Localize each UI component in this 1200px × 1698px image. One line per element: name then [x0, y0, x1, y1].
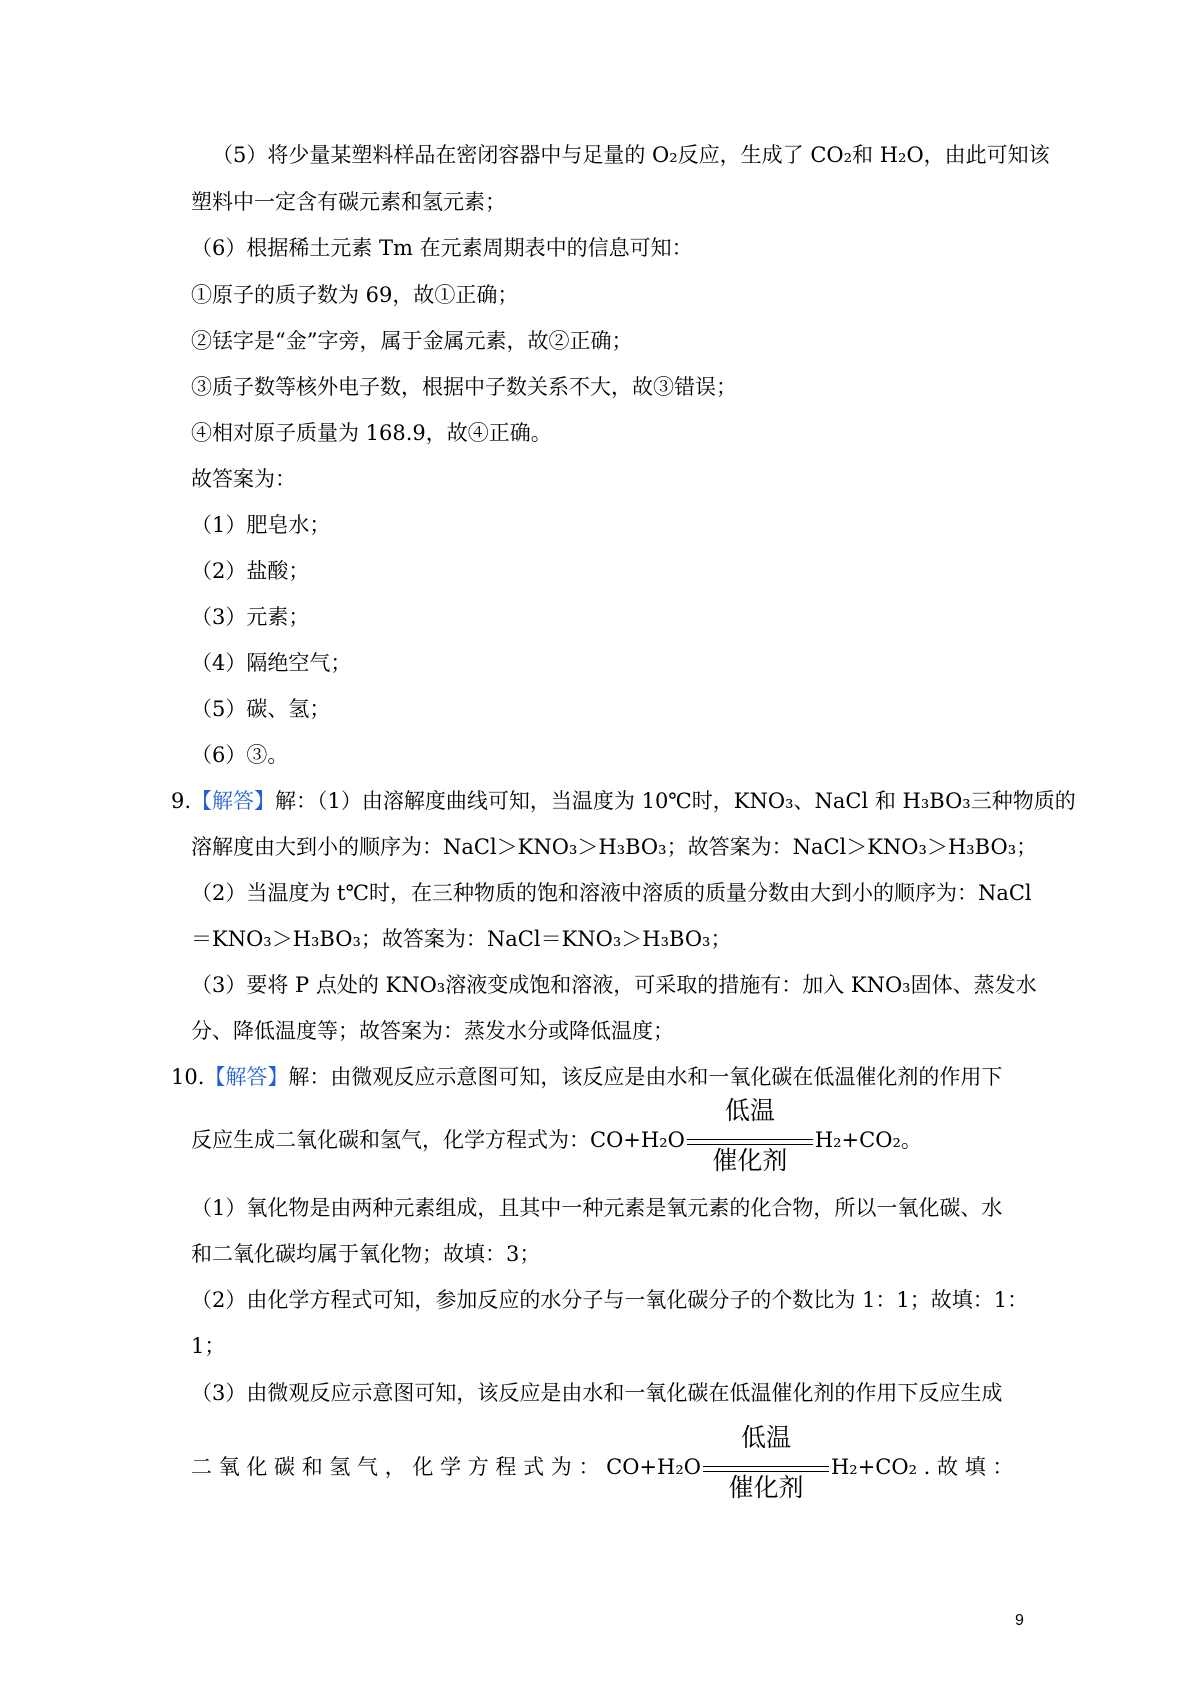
- condition-temperature: 低温: [724, 1095, 775, 1125]
- condition-catalyst: 催化剂: [712, 1145, 788, 1175]
- text-line: ④相对原子质量为 168.9，故④正确。: [191, 421, 552, 445]
- text-line: ③质子数等核外电子数，根据中子数关系不大，故③错误；: [191, 375, 737, 399]
- text-line: ①原子的质子数为 69，故①正确；: [191, 283, 519, 307]
- question-10-line: [171, 1062, 1002, 1092]
- equation-line: [191, 1095, 922, 1175]
- text-line: 和二氧化碳均属于氧化物；故填：3；: [191, 1242, 541, 1266]
- text-line: 溶解度由大到小的顺序为：NaCl＞KNO₃＞H₃BO₃；故答案为：NaCl＞KNO₃＞H₃BO₃；: [191, 835, 1038, 859]
- text-line: ②铥字是“金”字旁，属于金属元素，故②正确；: [191, 329, 633, 353]
- text-line: （5）碳、氢；: [191, 697, 331, 721]
- answer-text: 解：（1）由溶解度曲线可知，当温度为 10℃时，KNO₃、NaCl 和 H₃BO₃三种物质的: [275, 789, 1076, 813]
- equals-bar: [703, 1471, 829, 1472]
- text-line: 故答案为：: [191, 467, 296, 491]
- text-line: （4）隔绝空气；: [191, 651, 352, 675]
- question-number: 10.: [171, 1065, 205, 1089]
- text-line: （5）将少量某塑料样品在密闭容器中与足量的 O₂反应，生成了 CO₂和 H₂O，由此可知该: [212, 143, 1050, 167]
- equation-reactants: 反应生成二氧化碳和氢气，化学方程式为：CO+H₂O: [191, 1128, 685, 1152]
- page-number: 9: [1015, 1612, 1024, 1629]
- reaction-condition: [703, 1422, 829, 1502]
- equals-bar: [687, 1144, 813, 1145]
- question-9-line: [171, 786, 1076, 816]
- text-line: （2）当温度为 t℃时，在三种物质的饱和溶液中溶质的质量分数由大到小的顺序为：NaCl: [191, 881, 1032, 905]
- answer-text: 解：由微观反应示意图可知，该反应是由水和一氧化碳在低温催化剂的作用下: [288, 1065, 1003, 1089]
- text-line: 分、降低温度等；故答案为：蒸发水分或降低温度；: [191, 1019, 674, 1043]
- equation-products: H₂+CO₂。: [814, 1128, 922, 1152]
- text-line: （6）③。: [191, 743, 289, 767]
- text-line: （1）氧化物是由两种元素组成，且其中一种元素是氧元素的化合物，所以一氧化碳、水: [191, 1196, 1003, 1220]
- text-line: （6）根据稀土元素 Tm 在元素周期表中的信息可知：: [191, 236, 693, 260]
- equation-line: [191, 1422, 1014, 1502]
- text-line: （3）要将 P 点处的 KNO₃溶液变成饱和溶液，可采取的措施有：加入 KNO₃固体、蒸发水: [191, 973, 1037, 997]
- equation-reactants: 二 氧 化 碳 和 氢 气 ， 化 学 方 程 式 为 ： CO+H₂O: [191, 1455, 701, 1479]
- answer-tag: 【解答】: [204, 1065, 289, 1089]
- equation-products: H₂+CO₂ . 故 填 ：: [830, 1455, 1014, 1479]
- text-line: （1）肥皂水；: [191, 513, 331, 537]
- text-line: 塑料中一定含有碳元素和氢元素；: [191, 190, 506, 214]
- text-line: （3）由微观反应示意图可知，该反应是由水和一氧化碳在低温催化剂的作用下反应生成: [191, 1381, 1003, 1405]
- condition-temperature: 低温: [740, 1422, 791, 1452]
- text-line: （2）由化学方程式可知，参加反应的水分子与一氧化碳分子的个数比为 1：1；故填：1：: [191, 1288, 1029, 1312]
- answer-tag: 【解答】: [191, 789, 276, 813]
- question-number: 9.: [171, 789, 192, 813]
- text-line: （3）元素；: [191, 605, 310, 629]
- condition-catalyst: 催化剂: [728, 1472, 804, 1502]
- reaction-condition: [687, 1095, 813, 1175]
- text-line: 1；: [191, 1334, 226, 1358]
- equals-bar: [703, 1466, 829, 1467]
- text-line: ＝KNO₃＞H₃BO₃；故答案为：NaCl＝KNO₃＞H₃BO₃；: [191, 927, 732, 951]
- text-line: （2）盐酸；: [191, 559, 310, 583]
- equals-bar: [687, 1139, 813, 1140]
